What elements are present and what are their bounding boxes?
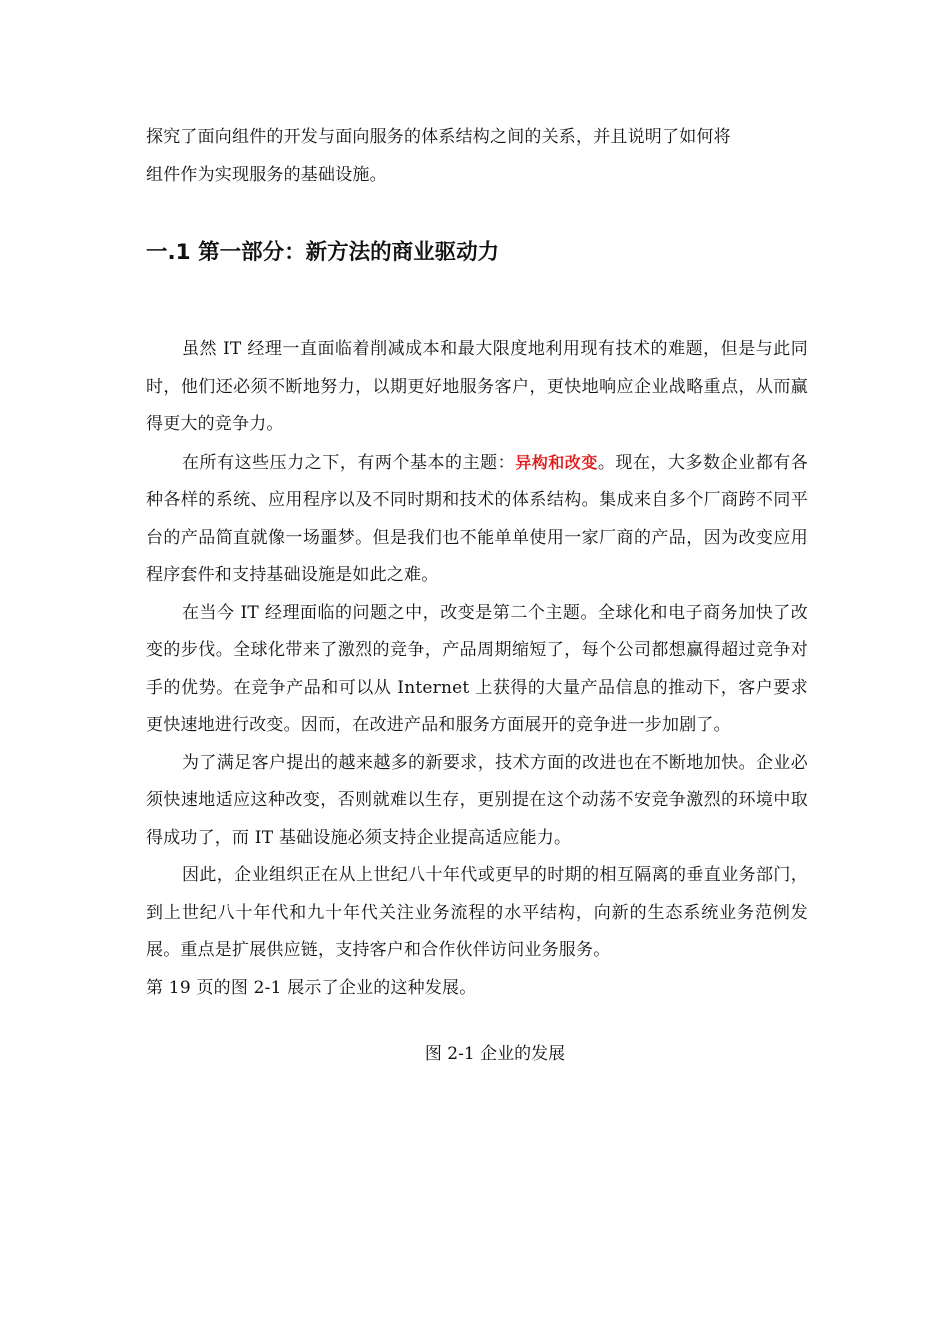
paragraph-5: 因此，企业组织正在从上世纪八十年代或更早的时期的相互隔离的垂直业务部门，到上世纪八十年代和九十年代关注业务流程的水平结构，向新的生态系统业务范例发展。重点是扩展供应链，支持客户和合作伙伴访问业务服务。	[146, 865, 808, 960]
paragraph-6: 第 19 页的图 2-1 展示了企业的这种发展。	[146, 977, 477, 998]
paragraph-1: 虽然 IT 经理一直面临着削减成本和最大限度地利用现有技术的难题，但是与此同时，他们还必须不断地努力，以期更好地服务客户，更快地响应企业战略重点，从而赢得更大的竞争力。	[146, 339, 808, 434]
paragraph-2-rest: 。现在，大多数企业都有各种各样的系统、应用程序以及不同时期和技术的体系结构。集成来自多个厂商跨不同平台的产品简直就像一场噩梦。但是我们也不能单单使用一家厂商的产品，因为改变应用程序套件和支持基础设施是如此之难。	[146, 452, 808, 585]
intro-text	[146, 119, 808, 194]
section-heading: 一.1 第一部分：新方法的商业驱动力	[146, 240, 500, 265]
intro-line-2: 组件作为实现服务的基础设施。	[146, 164, 387, 185]
figure-caption: 图 2-1 企业的发展	[424, 1044, 566, 1064]
intro-line-1: 探究了面向组件的开发与面向服务的体系结构之间的关系，并且说明了如何将	[146, 127, 731, 147]
body-text	[146, 331, 808, 1007]
paragraph-3: 在当今 IT 经理面临的问题之中，改变是第二个主题。全球化和电子商务加快了改变的步伐。全球化带来了激烈的竞争，产品周期缩短了，每个公司都想赢得超过竞争对手的优势。在竞争产品和可以从 Internet 上获得的大量产品信息的推动下，客户要求更快速地进行改变。因而，在改进产品和服务方面展开的竞争进一步加剧了。	[146, 602, 808, 735]
paragraph-4: 为了满足客户提出的越来越多的新要求，技术方面的改进也在不断地加快。企业必须快速地适应这种改变，否则就难以生存，更别提在这个动荡不安竞争激烈的环境中取得成功了，而 IT 基础设施必须支持企业提高适应能力。	[146, 752, 808, 848]
paragraph-2-lead: 在所有这些压力之下，有两个基本的主题：	[182, 452, 516, 473]
paragraph-2	[146, 444, 808, 595]
highlight-keywords: 异构和改变	[515, 452, 598, 472]
